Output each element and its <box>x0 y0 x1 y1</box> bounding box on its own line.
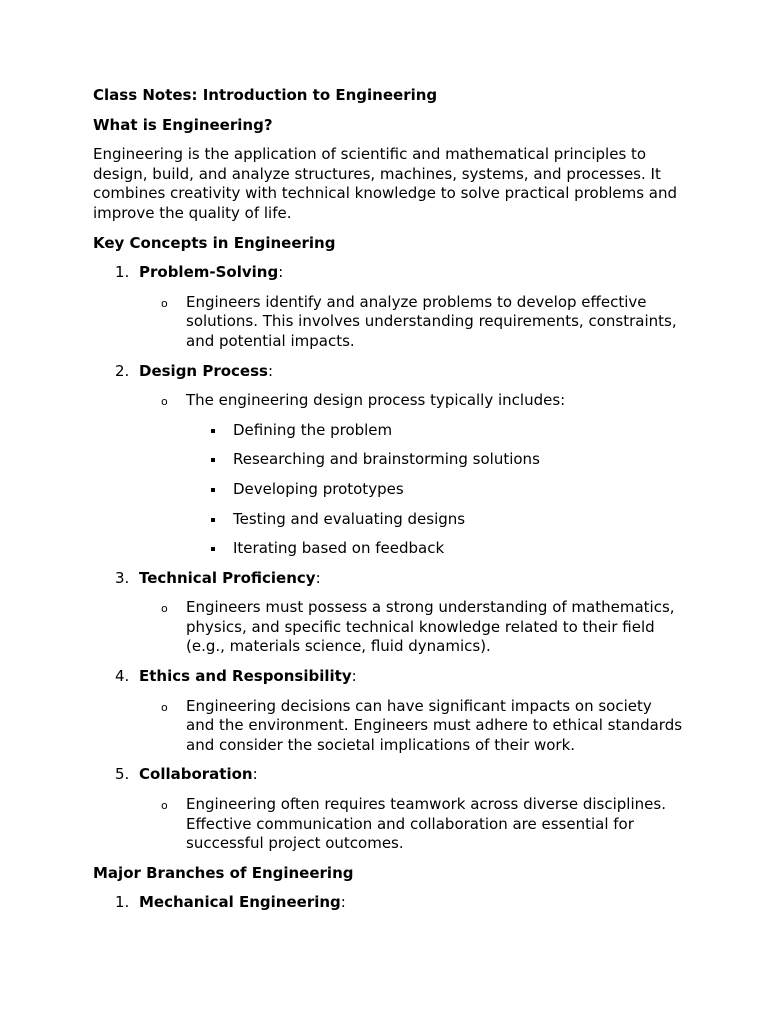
concept-item-technical-proficiency <box>93 569 683 657</box>
list-number: 1. <box>115 263 130 282</box>
circle-bullet-icon: o <box>161 602 168 616</box>
concept-description <box>139 598 683 657</box>
section-body-what-is-engineering: Engineering is the application of scientific and mathematical principles to design, build, and analyze structures, machines, systems, and processes. It combines creativity with technical knowledge to solve practical problems and improve the quality of life. <box>93 145 678 222</box>
section-heading-key-concepts: Key Concepts in Engineering <box>93 233 336 252</box>
concept-title: Problem-Solving <box>139 263 279 282</box>
square-bullet-icon <box>211 518 215 522</box>
concept-text: Engineering often requires teamwork across diverse disciplines. Effective communication and collaboration are essential for successful project outcomes. <box>186 795 666 853</box>
design-step <box>186 421 683 441</box>
document-title: Class Notes: Introduction to Engineering <box>93 86 438 104</box>
concept-colon: : <box>278 263 284 282</box>
design-step <box>186 450 683 470</box>
design-step-text: Researching and brainstorming solutions <box>233 450 540 469</box>
concept-item-collaboration <box>93 765 683 853</box>
design-step <box>186 510 683 530</box>
circle-bullet-icon: o <box>161 799 168 813</box>
branch-title: Mechanical Engineering <box>139 893 341 912</box>
concept-text: Engineers must possess a strong understanding of mathematics, physics, and specific technical knowledge related to their field (e.g., materials science, fluid dynamics). <box>186 598 675 656</box>
list-number: 5. <box>115 765 130 784</box>
branch-item-mechanical <box>93 893 683 913</box>
design-step <box>186 539 683 559</box>
list-number: 1. <box>115 893 130 912</box>
concept-item-ethics <box>93 667 683 755</box>
list-number: 3. <box>115 568 130 587</box>
concept-text: The engineering design process typically includes: <box>186 391 566 410</box>
section-heading-what-is-engineering: What is Engineering? <box>93 115 273 134</box>
concept-title: Design Process <box>139 361 268 380</box>
branches-list <box>93 893 683 913</box>
square-bullet-icon <box>211 429 215 433</box>
concept-description <box>139 293 683 352</box>
design-step-text: Testing and evaluating designs <box>233 509 466 528</box>
concept-colon: : <box>252 765 258 784</box>
design-step-text: Defining the problem <box>233 420 393 439</box>
square-bullet-icon <box>211 547 215 551</box>
square-bullet-icon <box>211 458 215 462</box>
design-step-text: Developing prototypes <box>233 479 404 498</box>
concept-description <box>139 795 683 854</box>
design-steps-list <box>186 421 683 559</box>
concept-colon: : <box>315 568 321 587</box>
concept-title: Collaboration <box>139 765 253 784</box>
concept-item-design-process <box>93 362 683 559</box>
key-concepts-list <box>93 263 683 854</box>
document-page <box>93 86 683 923</box>
list-number: 4. <box>115 667 130 686</box>
design-step-text: Iterating based on feedback <box>233 539 445 558</box>
concept-description <box>139 697 683 756</box>
concept-description <box>139 391 683 559</box>
circle-bullet-icon: o <box>161 296 168 310</box>
circle-bullet-icon: o <box>161 395 168 409</box>
concept-title: Technical Proficiency <box>139 568 316 587</box>
concept-title: Ethics and Responsibility <box>139 667 352 686</box>
concept-text: Engineers identify and analyze problems to develop effective solutions. This involves understanding requirements, constraints, and potential impacts. <box>186 292 677 350</box>
concept-item-problem-solving <box>93 263 683 351</box>
concept-colon: : <box>351 667 357 686</box>
section-heading-major-branches: Major Branches of Engineering <box>93 863 354 882</box>
square-bullet-icon <box>211 488 215 492</box>
concept-text: Engineering decisions can have significant impacts on society and the environment. Engineers must adhere to ethical standards and consider the societal implications of their work. <box>186 696 683 754</box>
branch-colon: : <box>340 893 346 912</box>
concept-colon: : <box>267 361 274 380</box>
circle-bullet-icon: o <box>161 700 168 714</box>
list-number: 2. <box>115 361 130 380</box>
design-step <box>186 480 683 500</box>
